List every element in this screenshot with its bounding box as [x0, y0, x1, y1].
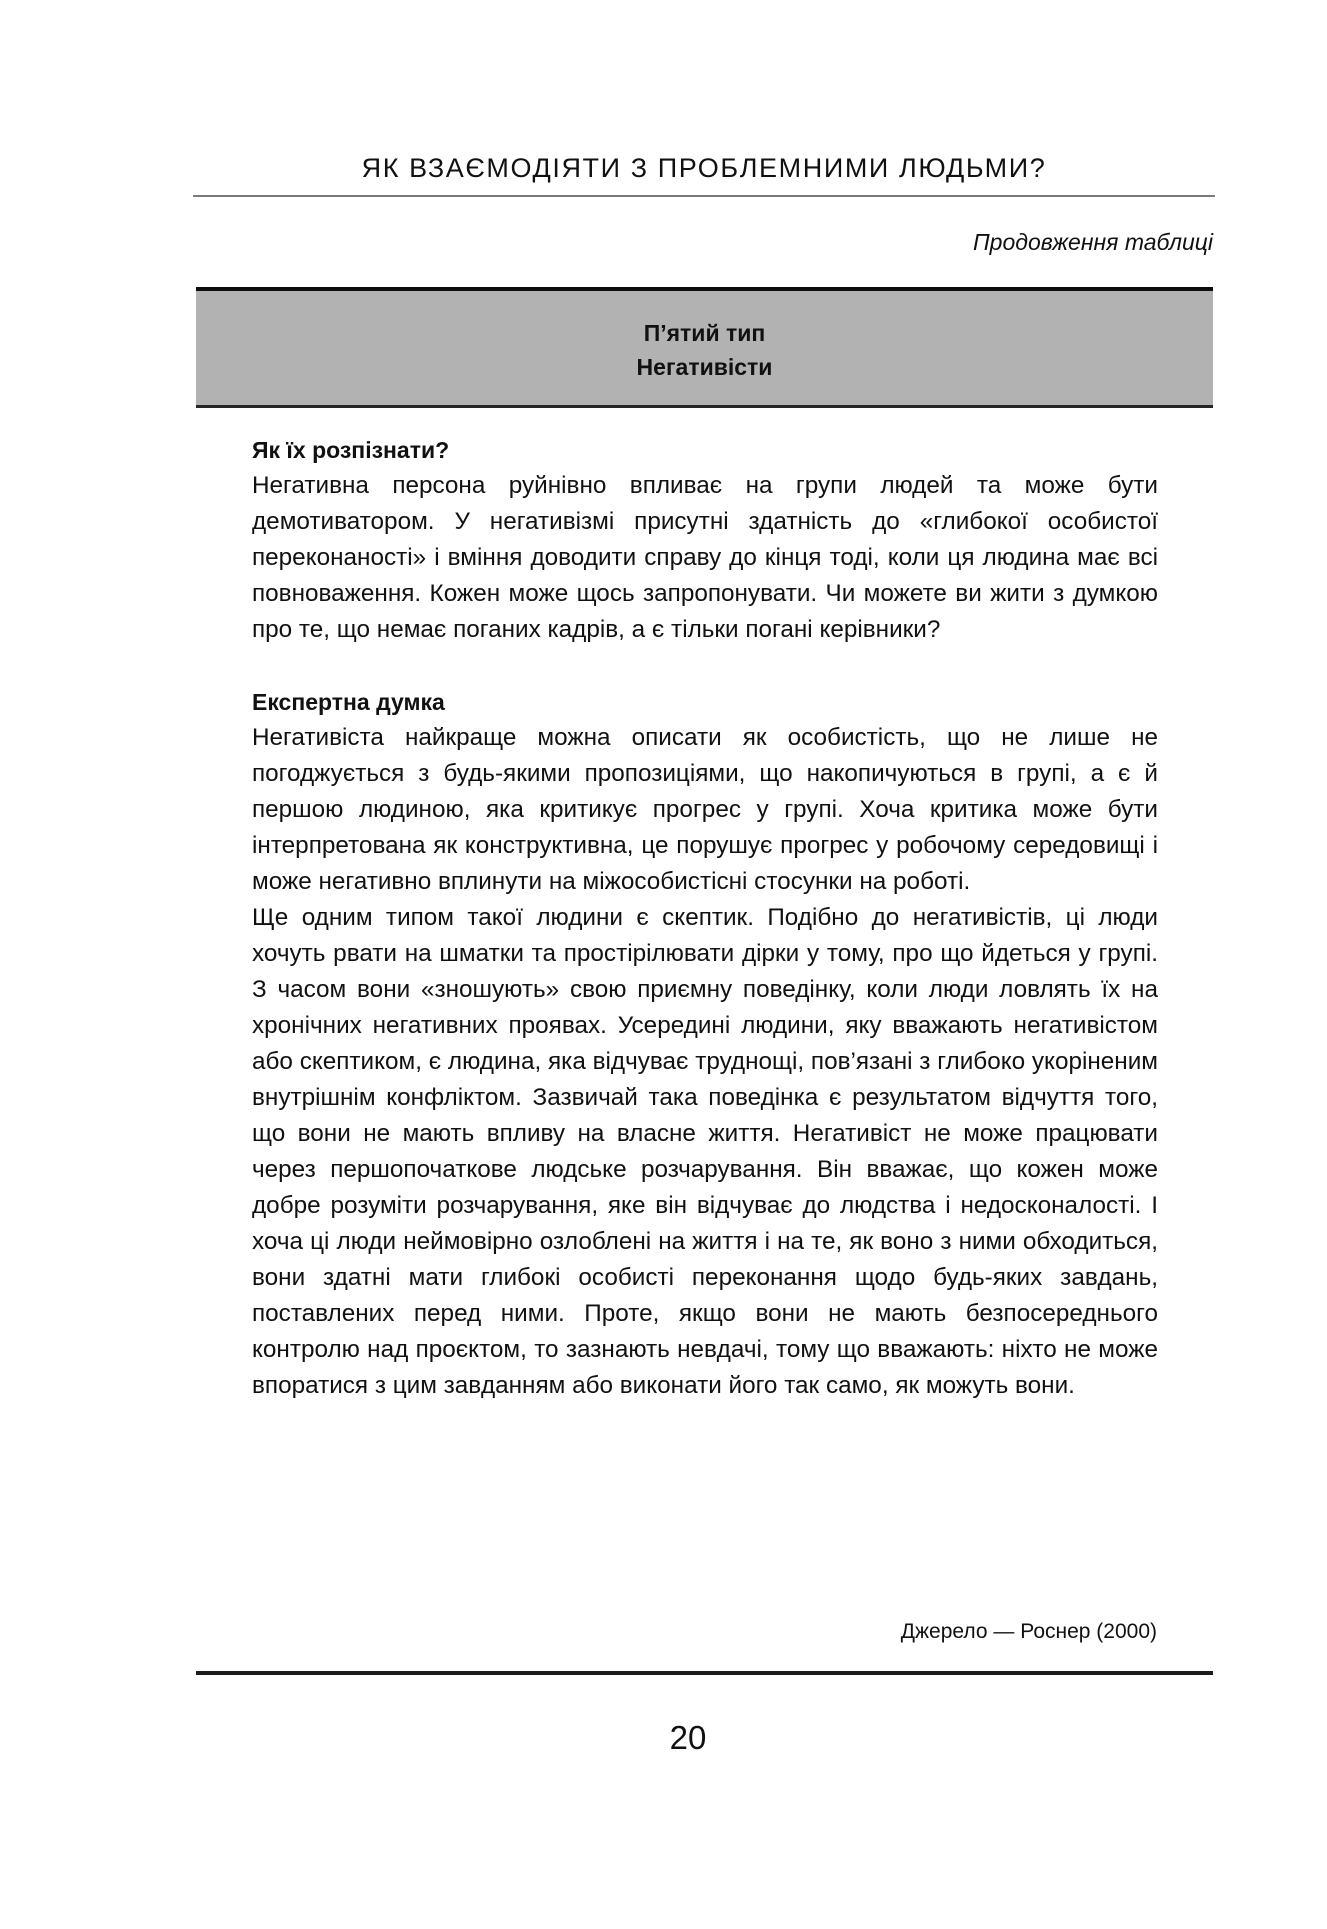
type-name: Негативісти: [636, 354, 773, 380]
running-title: ЯК ВЗАЄМОДІЯТИ З ПРОБЛЕМНИМИ ЛЮДЬМИ?: [361, 153, 1047, 183]
page-number: 20: [669, 1719, 707, 1756]
section-heading-recognize: Як їх розпізнати?: [252, 437, 450, 463]
type-number: П’ятий тип: [643, 320, 766, 346]
paragraph-recognize: Негативна персона руйнівно впливає на групи людей та може бути демотиватором. У негативізмі присутні здатність до «глибокої особистої переконаності» і вміння доводити справу до кінця тоді, коли ця людина має всі повноваження. Кожен може щось запропонувати. Чи можете ви жити з думкою про те, що немає поганих кадрів, а є тільки погані керівники?: [252, 472, 1158, 643]
paragraph-expert-2: Ще одним типом такої людини є скептик. Подібно до негативістів, ці люди хочуть рвати на шматки та простірілювати дірки у тому, про що йдеться у групі. З часом вони «зношують» свою приємну поведінку, коли люди ловлять їх на хронічних негативних проявах. Усередині людини, яку вважають негативістом або скептиком, є людина, яка відчуває труднощі, пов’язані з глибоко укоріненим внутрішнім конфліктом. Зазвичай така поведінка є результатом відчуття того, що вони не мають впливу на власне життя. Негативіст не може працювати через першопочаткове людське розчарування. Він вважає, що кожен може добре розуміти розчарування, яке він відчуває до людства і недосконалості. І хоча ці люди неймовірно озлоблені на життя і на те, як воно з ними обходиться, вони здатні мати глибокі особисті переконання щодо будь-яких завдань, поставлених перед ними. Проте, якщо вони не мають безпосереднього контролю над проєктом, то зазнають невдачі, тому що вважають: ніхто не може впоратися з цим завданням або виконати його так само, як можуть вони.: [252, 904, 1158, 1399]
section-heading-expert: Експертна думка: [252, 689, 445, 715]
paragraph-expert-1: Негативіста найкраще можна описати як особистість, що не лише не погоджується з будь-якими пропозиціями, що накопичуються в групі, а є й першою людиною, яка критикує прогрес у групі. Хоча критика може бути інтерпретована як конструктивна, це порушує прогрес у робочому середовищі і може негативно вплинути на міжособистісні стосунки на роботі.: [252, 724, 1158, 895]
source-citation: Джерело — Роснер (2000): [900, 1620, 1157, 1643]
header-divider: [193, 195, 1215, 197]
table-bottom-divider: [196, 1671, 1213, 1675]
table-header-band: [196, 287, 1213, 408]
section-spacer: [252, 648, 1158, 684]
table-continuation-note: Продовження таблиці: [972, 229, 1213, 255]
table-body: [252, 432, 1158, 1404]
